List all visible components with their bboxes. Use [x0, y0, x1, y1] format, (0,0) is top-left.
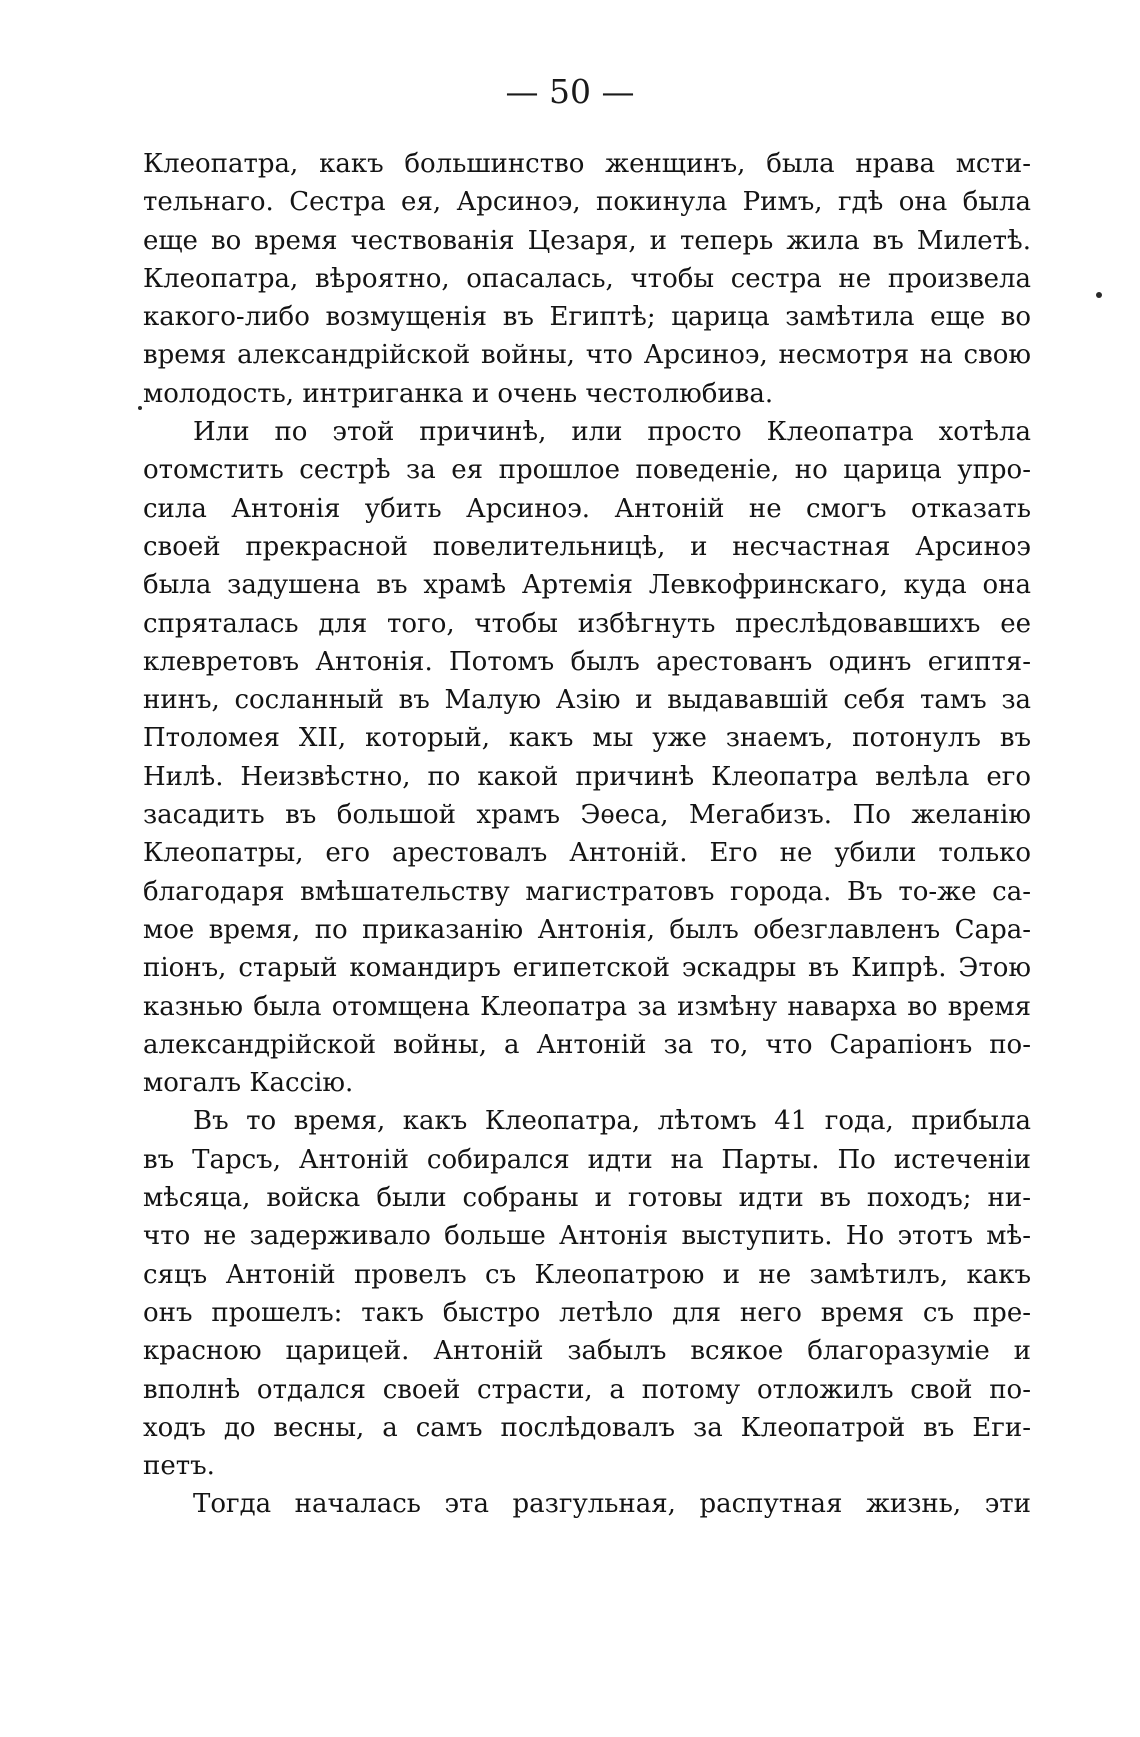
text-line: Птоломея XII, который, какъ мы уже знаемъ, потонулъ въ [143, 723, 1031, 754]
paragraph-2 [143, 413, 1031, 1102]
text-line: Клеопатра, вѣроятно, опасалась, чтобы сестра не произвела [143, 263, 1031, 294]
text-line: своей прекрасной повелительницѣ, и несчастная Арсиноэ [143, 531, 1031, 562]
text-line: клевретовъ Антонія. Потомъ былъ арестованъ одинъ египтя- [143, 646, 1031, 677]
paragraph-4 [143, 1485, 1031, 1523]
text-line: піонъ, старый командиръ египетской эскадры въ Кипрѣ. Этою [143, 953, 1031, 984]
text-line: отомстить сестрѣ за ея прошлое поведеніе, но царица упро- [143, 455, 1031, 486]
text-line: нинъ, сосланный въ Малую Азію и выдававшій себя тамъ за [143, 685, 1031, 716]
text-line: мое время, по приказанію Антонія, былъ обезглавленъ Сара- [143, 914, 1031, 945]
page-number: — 50 — [505, 72, 635, 111]
text-line: Или по этой причинѣ, или просто Клеопатра хотѣла [193, 417, 1031, 448]
text-line: ходъ до весны, а самъ послѣдовалъ за Клеопатрой въ Еги- [143, 1412, 1031, 1443]
text-line: мѣсяца, войска были собраны и готовы идти въ походъ; ни- [143, 1183, 1031, 1214]
margin-speck [138, 406, 142, 410]
text-line: была задушена въ храмѣ Артемія Левкофринскаго, куда она [143, 570, 1031, 601]
text-line: время александрійской войны, что Арсиноэ, несмотря на свою [143, 340, 1031, 371]
text-line: могалъ Кассію. [143, 1068, 354, 1099]
text-line: Клеопатра, какъ большинство женщинъ, была нрава мсти- [143, 149, 1031, 179]
text-line: какого-либо возмущенія въ Египтѣ; царица замѣтила еще во [143, 302, 1031, 333]
text-line: сила Антонія убить Арсиноэ. Антоній не смогъ отказать [143, 493, 1031, 524]
text-line: казнью была отомщена Клеопатра за измѣну наварха во время [143, 991, 1031, 1022]
text-line: молодость, интриганка и очень честолюбива. [143, 378, 774, 409]
text-line: засадить въ большой храмъ Эѳеса, Мегабизъ. По желанію [143, 800, 1031, 831]
text-line: благодаря вмѣшательству магистратовъ города. Въ то-же са- [143, 876, 1031, 907]
text-line: Нилѣ. Неизвѣстно, по какой причинѣ Клеопатра велѣла его [143, 761, 1031, 792]
text-line: еще во время чествованія Цезаря, и теперь жила въ Милетѣ. [143, 225, 1031, 256]
text-line: Клеопатры, его арестовалъ Антоній. Его не убили только [143, 838, 1031, 869]
text-line: Въ то время, какъ Клеопатра, лѣтомъ 41 года, прибыла [193, 1106, 1031, 1137]
text-line: вполнѣ отдался своей страсти, а потому отложилъ свой по- [143, 1374, 1031, 1405]
text-line: Тогда началась эта разгульная, распутная жизнь, эти [193, 1489, 1031, 1520]
margin-speck [1096, 292, 1102, 298]
text-line: тельнаго. Сестра ея, Арсиноэ, покинула Римъ, гдѣ она была [143, 187, 1031, 218]
paragraph-1 [143, 145, 1031, 413]
text-line: александрійской войны, а Антоній за то, что Сарапіонъ по- [143, 1029, 1031, 1060]
paragraph-3 [143, 1102, 1031, 1485]
text-line: спряталась для того, чтобы избѣгнуть преслѣдовавшихъ ее [143, 608, 1031, 639]
text-line: онъ прошелъ: такъ быстро летѣло для него время съ пре- [143, 1297, 1031, 1328]
text-line: сяцъ Антоній провелъ съ Клеопатрою и не замѣтилъ, какъ [143, 1259, 1031, 1290]
text-line: что не задерживало больше Антонія выступить. Но этотъ мѣ- [143, 1221, 1031, 1252]
body-text [143, 145, 1031, 1524]
text-line: петъ. [143, 1451, 215, 1482]
text-line: красною царицей. Антоній забылъ всякое благоразуміе и [143, 1336, 1031, 1367]
text-line: въ Тарсъ, Антоній собирался идти на Парты. По истеченіи [143, 1144, 1031, 1175]
